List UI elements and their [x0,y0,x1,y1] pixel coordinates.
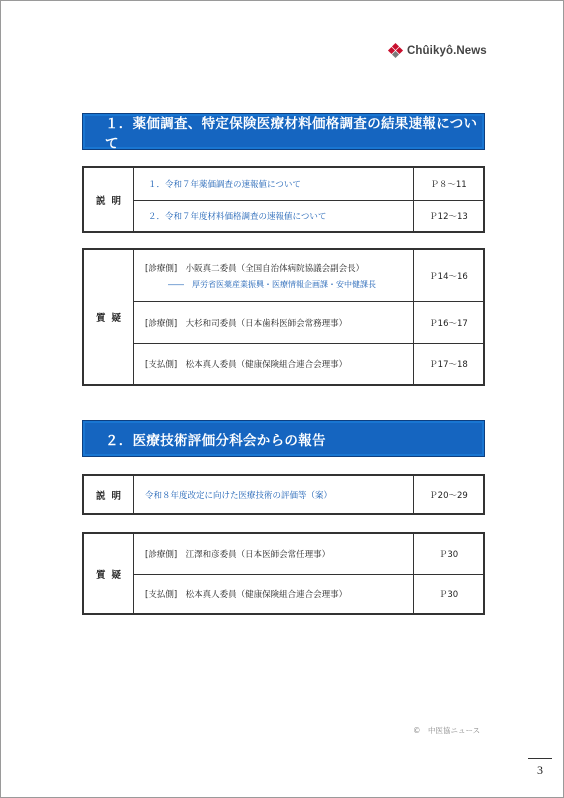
page-ref: Ｐ12〜13 [413,201,483,231]
table-row [134,534,483,574]
page-number: 3 [537,763,543,777]
questioner-name: [診療側] 小阪真二委員（全国自治体病院協議会副会長） [145,263,365,274]
page-ref: Ｐ30 [413,534,483,574]
questioner-name: [支払側] 松本真人委員（健康保険組合連合会理事） [145,360,348,370]
table-row [134,250,483,301]
questioner-item [145,250,376,301]
table-row [134,200,483,231]
questioner-name: [診療側] 江澤和彦委員（日本医師会常任理事） [145,550,331,560]
respondent-name: ―― 厚労省医薬産業振興・医療情報企画課・安中健課長 [168,279,376,289]
table-row [134,574,483,613]
setsumei-label: 説明 [84,168,134,231]
chuikyo-news-logo [389,42,487,60]
shitsugi-label: 質疑 [84,534,134,613]
agenda-item: 令和８年度改定に向けた医療技術の評価等（案） [145,490,333,501]
shitsugi-label: 質疑 [84,250,134,384]
table-row [134,168,483,200]
page-ref: Ｐ17〜18 [413,344,483,384]
agenda-item: ２．令和７年度材料価格調査の速報値について [148,212,327,222]
copyright-notice: © 中医協ニュース [413,726,481,735]
table-row [134,343,483,384]
section-1-shitsugi-table [82,248,485,386]
agenda-item: １．令和７年薬価調査の速報値について [148,180,301,190]
table-row [134,476,483,513]
page-ref: Ｐ20〜29 [413,476,483,513]
table-row [134,301,483,343]
setsumei-label: 説明 [84,476,134,513]
page-ref: Ｐ８〜11 [413,168,483,200]
page-ref: Ｐ16〜17 [413,302,483,343]
page-ref: Ｐ30 [413,575,483,613]
section-2-heading: ２．医療技術評価分科会からの報告 [82,420,485,457]
section-1-setsumei-table [82,166,485,233]
page-number-rule [528,758,552,759]
logo-diamond-icon [389,44,403,58]
section-1-heading: １．薬価調査、特定保険医療材料価格調査の結果速報について [82,113,485,150]
section-2-setsumei-table [82,474,485,515]
questioner-name: [支払側] 松本真人委員（健康保険組合連合会理事） [145,590,348,600]
section-2-shitsugi-table [82,532,485,615]
logo-text: Chûikyô.News [407,45,487,57]
questioner-name: [診療側] 大杉和司委員（日本歯科医師会常務理事） [145,318,348,329]
page-ref: Ｐ14〜16 [413,250,483,301]
